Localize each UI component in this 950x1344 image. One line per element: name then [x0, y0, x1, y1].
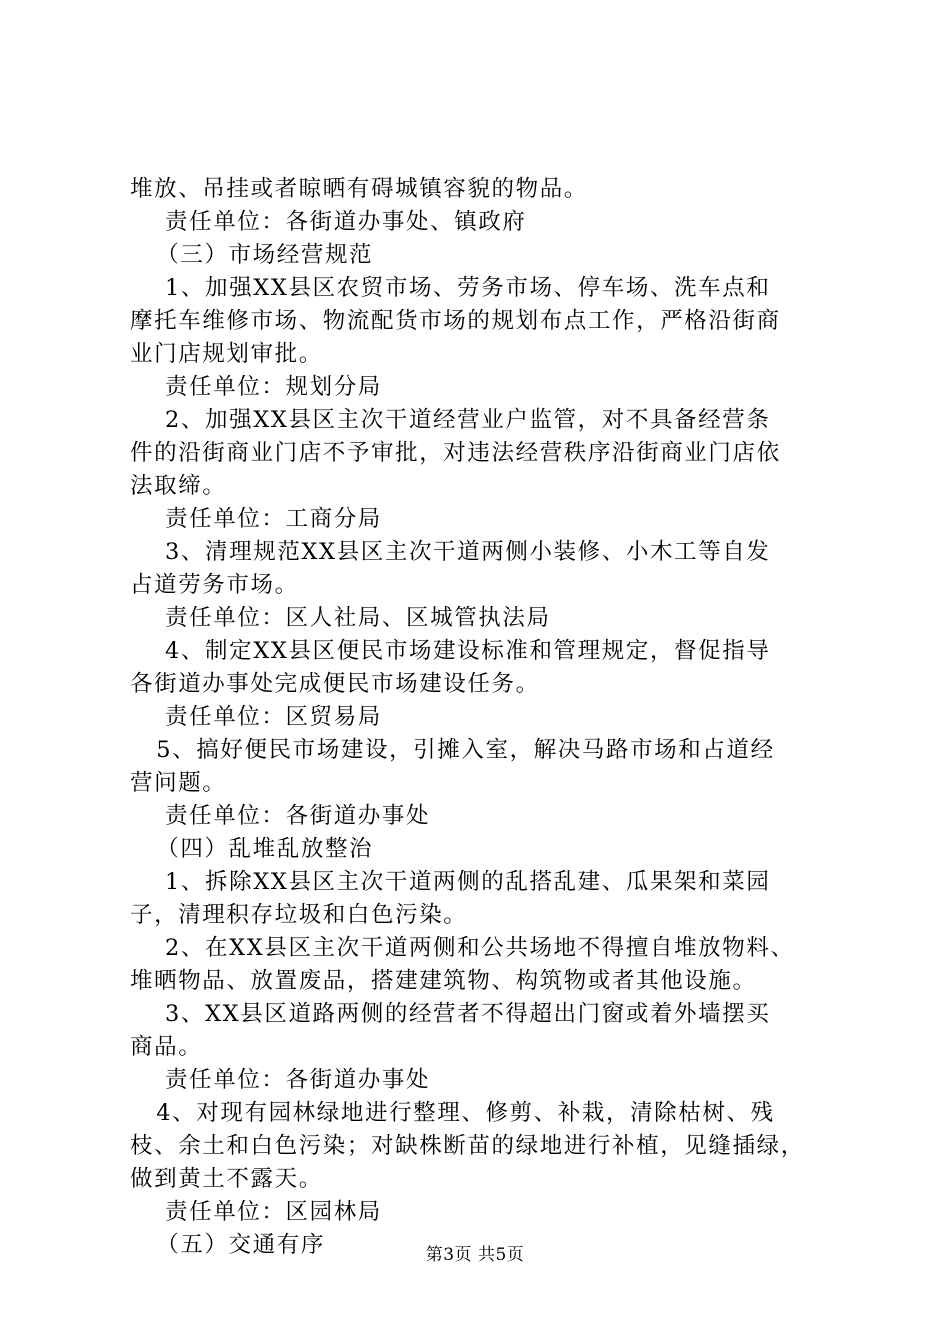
text-line: 5、搞好便民市场建设，引摊入室，解决马路市场和占道经 — [130, 737, 775, 763]
text-line: 子，清理积存垃圾和白色污染。 — [130, 902, 468, 928]
text-line: 4、制定XX县区便民市场建设标准和管理规定，督促指导 — [130, 638, 771, 664]
text-line: 1、加强XX县区农贸市场、劳务市场、停车场、洗车点和 — [130, 275, 771, 301]
text-line: 各街道办事处完成便民市场建设任务。 — [130, 671, 540, 697]
text-line: 2、在XX县区主次干道两侧和公共场地不得擅自堆放物料、 — [130, 935, 795, 961]
text-line: 摩托车维修市场、物流配货市场的规划布点工作，严格沿街商 — [130, 308, 781, 334]
document-body — [130, 173, 836, 1262]
responsible-unit-line: 责任单位：规划分局 — [130, 374, 382, 400]
responsible-unit-line: 责任单位：区园林局 — [130, 1199, 382, 1225]
responsible-unit-line: 责任单位：区贸易局 — [130, 704, 382, 730]
page-number-footer: 第3页 共5页 — [425, 1245, 525, 1265]
responsible-unit-line: 责任单位：各街道办事处 — [130, 803, 431, 829]
text-line: 枝、余土和白色污染；对缺株断苗的绿地进行补植，见缝插绿， — [130, 1133, 805, 1159]
responsible-unit-line: 责任单位：工商分局 — [130, 506, 382, 532]
text-line: 1、拆除XX县区主次干道两侧的乱搭乱建、瓜果架和菜园 — [130, 869, 771, 895]
section-heading: （四）乱堆乱放整治 — [130, 836, 374, 862]
text-line: 责任单位：各街道办事处、镇政府 — [130, 209, 527, 235]
text-line: 3、XX县区道路两侧的经营者不得超出门窗或着外墙摆买 — [130, 1001, 771, 1027]
section-heading: （五）交通有序 — [130, 1232, 325, 1258]
text-line: 4、对现有园林绿地进行整理、修剪、补栽，清除枯树、残 — [130, 1100, 775, 1126]
text-line: 堆放、吊挂或者晾晒有碍城镇容貌的物品。 — [130, 176, 588, 202]
responsible-unit-line: 责任单位：区人社局、区城管执法局 — [130, 605, 551, 631]
text-line: 件的沿街商业门店不予审批，对违法经营秩序沿街商业门店依 — [130, 440, 781, 466]
text-line: 营问题。 — [130, 770, 227, 796]
text-line: 法取缔。 — [130, 473, 227, 499]
text-line: 做到黄土不露天。 — [130, 1166, 323, 1192]
section-heading: （三）市场经营规范 — [130, 242, 374, 268]
text-line: 商品。 — [130, 1034, 203, 1060]
text-line: 3、清理规范XX县区主次干道两侧小装修、小木工等自发 — [130, 539, 771, 565]
text-line: 堆晒物品、放置废品，搭建建筑物、构筑物或者其他设施。 — [130, 968, 757, 994]
responsible-unit-line: 责任单位：各街道办事处 — [130, 1067, 431, 1093]
text-line: 业门店规划审批。 — [130, 341, 323, 367]
text-line: 占道劳务市场。 — [130, 572, 299, 598]
text-line: 2、加强XX县区主次干道经营业户监管，对不具备经营条 — [130, 407, 771, 433]
